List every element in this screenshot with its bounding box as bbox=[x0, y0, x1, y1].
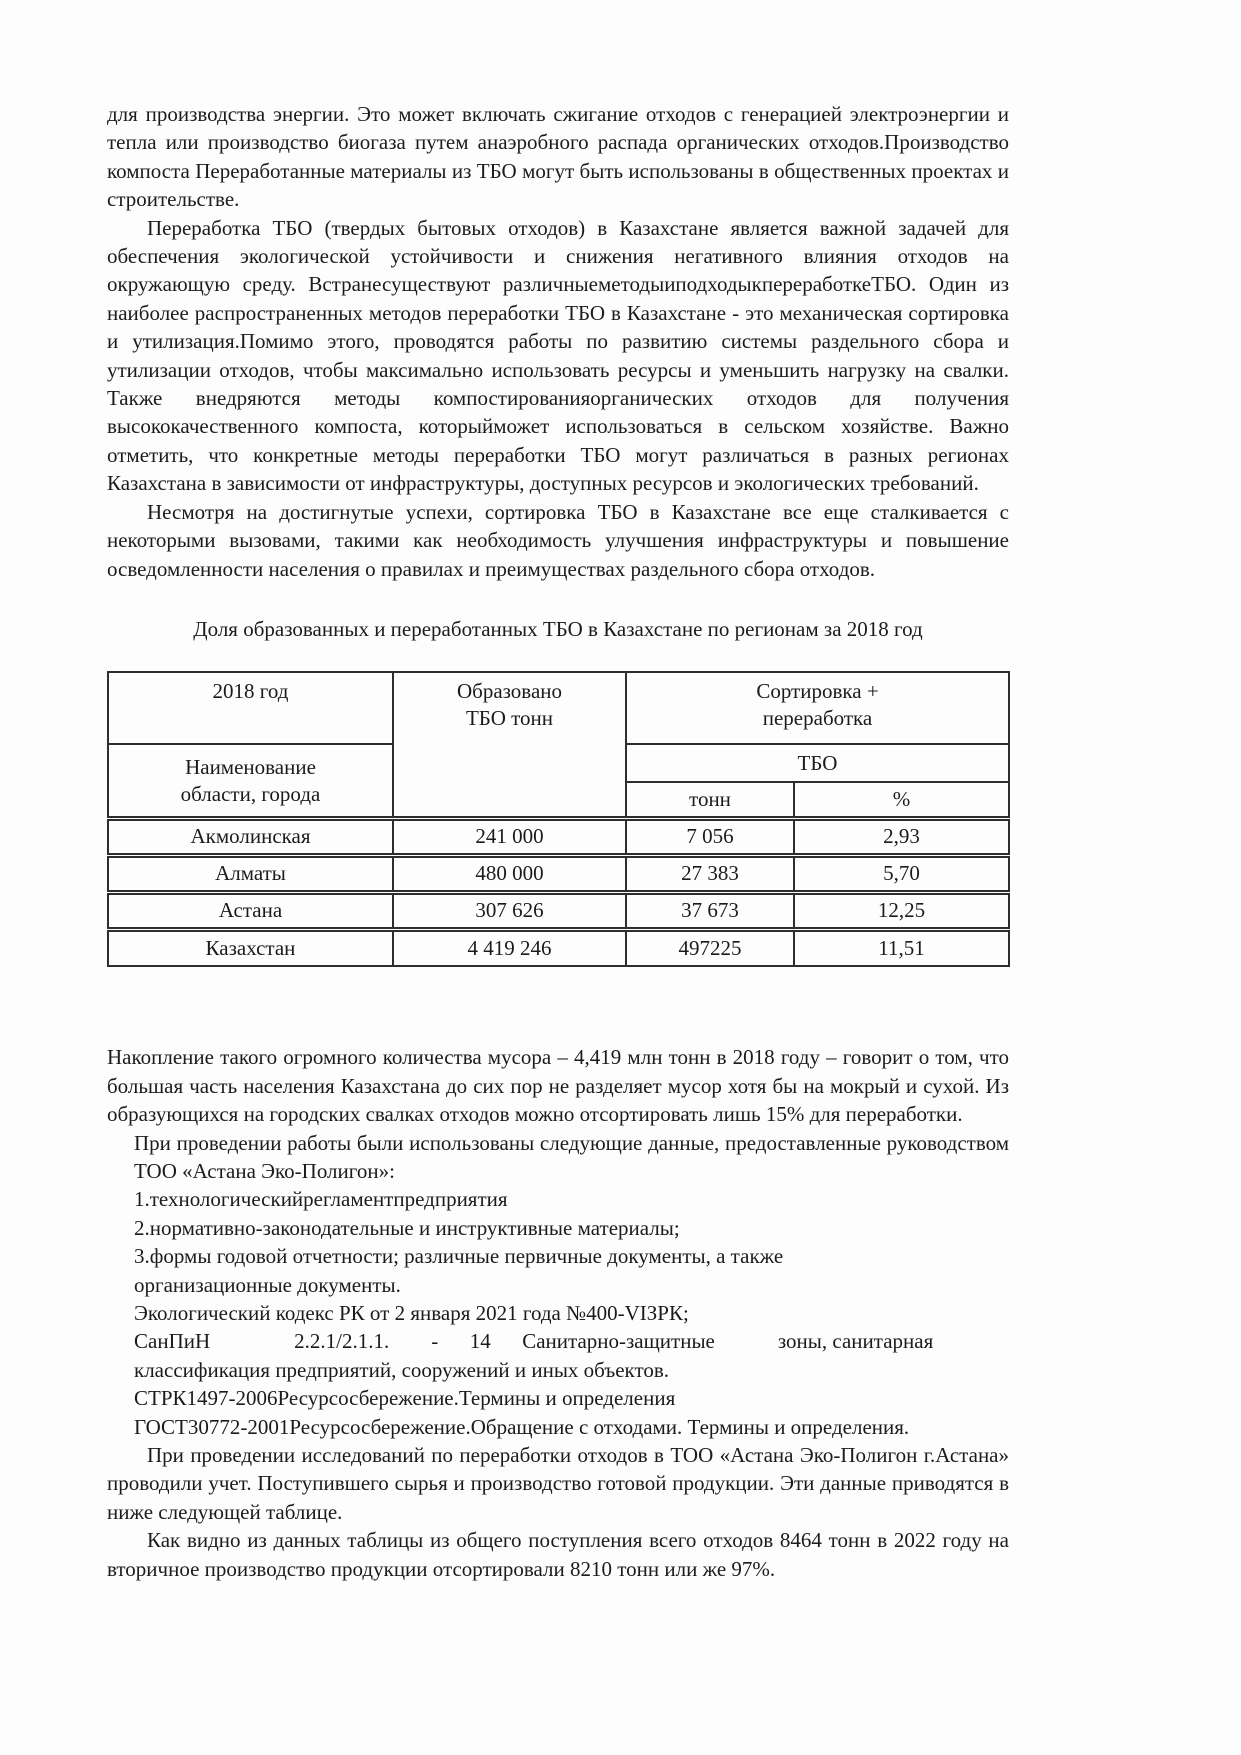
generated-value-cell: 4 419 246 bbox=[393, 929, 626, 966]
header-year-label: 2018 год bbox=[212, 679, 289, 704]
reference-line: ГОСТ30772-2001Ресурсосбережение.Обращение с отходами. Термины и определения. bbox=[134, 1414, 910, 1439]
region-name-cell: Алматы bbox=[108, 855, 393, 892]
sorted-percent-cell: 12,25 bbox=[794, 892, 1009, 929]
table-row-akmolinskaya bbox=[108, 818, 1009, 855]
header-sorting-label: Сортировка + переработка bbox=[756, 679, 879, 731]
reference-line: 3.формы годовой отчетности; различные первичные документы, а также bbox=[134, 1244, 784, 1269]
reference-line: Экологический кодекс РК от 2 января 2021 года №400-VIЗРК; bbox=[134, 1300, 689, 1325]
spacer bbox=[107, 967, 1009, 1043]
reference-line: СанПиН 2.2.1/2.1.1. - 14 Санитарно-защитные зоны, санитарная bbox=[134, 1329, 934, 1354]
header-region-cell bbox=[108, 744, 393, 818]
header-tons-cell bbox=[626, 782, 794, 818]
header-percent-label: % bbox=[892, 787, 911, 812]
table-row-kazakhstan bbox=[108, 929, 1009, 966]
sorted-percent-cell: 5,70 bbox=[794, 855, 1009, 892]
sorted-tons-cell: 27 383 bbox=[626, 855, 794, 892]
header-tons-label: тонн bbox=[689, 787, 731, 812]
header-region-label: Наименование области, города bbox=[180, 754, 321, 806]
reference-line: 2.нормативно-законодательные и инструктивные материалы; bbox=[134, 1215, 680, 1240]
reference-line: СТРК1497-2006Ресурсосбережение.Термины и определения bbox=[134, 1386, 676, 1411]
header-generated-label: Образовано ТБО тонн bbox=[456, 679, 563, 731]
paragraph-challenges: Несмотря на достигнутые успехи, сортировка ТБО в Казахстане все еще сталкивается с некоторыми вызовами, такими как необходимость улучшения инфраструктуры и повышение осведомленности населения о правилах и преимуществах раздельного сбора отходов. bbox=[107, 499, 1009, 581]
paragraph-table-conclusion: Как видно из данных таблицы из общего поступления всего отходов 8464 тонн в 2022 году на вторичное производство продукции отсортировали 8210 тонн или же 97%. bbox=[107, 1528, 1009, 1581]
header-generated-cell bbox=[393, 672, 626, 818]
paragraph-research-accounting: При проведении исследований по переработки отходов в ТОО «Астана Эко-Полигон г.Астана» проводили учет. Поступившего сырья и производство готовой продукции. Эти данные приводятся в ниже следующей таблице. bbox=[107, 1443, 1009, 1524]
header-year-cell bbox=[108, 672, 393, 744]
sorted-percent-cell: 2,93 bbox=[794, 818, 1009, 855]
sorted-tons-cell: 7 056 bbox=[626, 818, 794, 855]
sorted-tons-cell: 497225 bbox=[626, 929, 794, 966]
header-tbo-cell bbox=[626, 744, 1009, 782]
reference-line: классификация предприятий, сооружений и иных объектов. bbox=[134, 1357, 670, 1382]
header-tbo-label: ТБО bbox=[797, 750, 838, 775]
region-name-cell: Акмолинская bbox=[108, 818, 393, 855]
header-sorting-cell bbox=[626, 672, 1009, 744]
header-percent-cell bbox=[794, 782, 1009, 818]
paragraph-data-sources-intro: При проведении работы были использованы следующие данные, предоставленные руководством ТОО «Астана Эко-Полигон»: bbox=[134, 1130, 1009, 1183]
data-sources-block bbox=[134, 1129, 1009, 1441]
table-row-astana bbox=[108, 892, 1009, 929]
sorted-tons-cell: 37 673 bbox=[626, 892, 794, 929]
paragraph-tbo-processing: Переработка ТБО (твердых бытовых отходов) в Казахстане является важной задачей для обеспечения экологической устойчивости и снижения негативного влияния отходов на окружающую среду. Встранесуществуют различныеметодыиподходыкпереработкеТБО. Один из наиболее распространенных методов переработки ТБО в Казахстане - это механическая сортировка и утилизация.Помимо этого, проводятся работы по развитию системы раздельного сбора и утилизации отходов, чтобы максимально использовать ресурсы и уменьшить нагрузку на свалки. Также внедряются методы компостированияорганических отходов для получения высококачественного компоста, которыйможет использоваться в сельском хозяйстве. Важно отметить, что конкретные методы переработки ТБО могут различаться в разных регионах Казахстана в зависимости от инфраструктуры, доступных ресурсов и экологических требований. bbox=[107, 215, 1009, 496]
paragraph-accumulation: Накопление такого огромного количества мусора – 4,419 млн тонн в 2018 году – говорит о том, что большая часть населения Казахстана до сих пор не разделяет мусор хотя бы на мокрый и сухой. Из образующихся на городских свалках отходов можно отсортировать лишь 15% для переработки. bbox=[107, 1045, 1009, 1127]
reference-line: 1.технологическийрегламентпредприятия bbox=[134, 1187, 508, 1212]
table-caption: Доля образованных и переработанных ТБО в Казахстане по регионам за 2018 год bbox=[193, 616, 923, 641]
generated-value-cell: 241 000 bbox=[393, 818, 626, 855]
paragraph-energy-recovery: для производства энергии. Это может включать сжигание отходов с генерацией электроэнергии и тепла или производство биогаза путем анаэробного распада органических отходов.Производство компоста Переработанные материалы из ТБО могут быть использованы в общественных проектах и строительстве. bbox=[107, 102, 1009, 212]
tbo-regions-table bbox=[107, 671, 1010, 967]
table-header-row-1 bbox=[108, 672, 1009, 744]
region-name-cell: Казахстан bbox=[108, 929, 393, 966]
table-row-almaty bbox=[108, 855, 1009, 892]
generated-value-cell: 480 000 bbox=[393, 855, 626, 892]
generated-value-cell: 307 626 bbox=[393, 892, 626, 929]
reference-line: организационные документы. bbox=[134, 1272, 401, 1297]
region-name-cell: Астана bbox=[108, 892, 393, 929]
sorted-percent-cell: 11,51 bbox=[794, 929, 1009, 966]
